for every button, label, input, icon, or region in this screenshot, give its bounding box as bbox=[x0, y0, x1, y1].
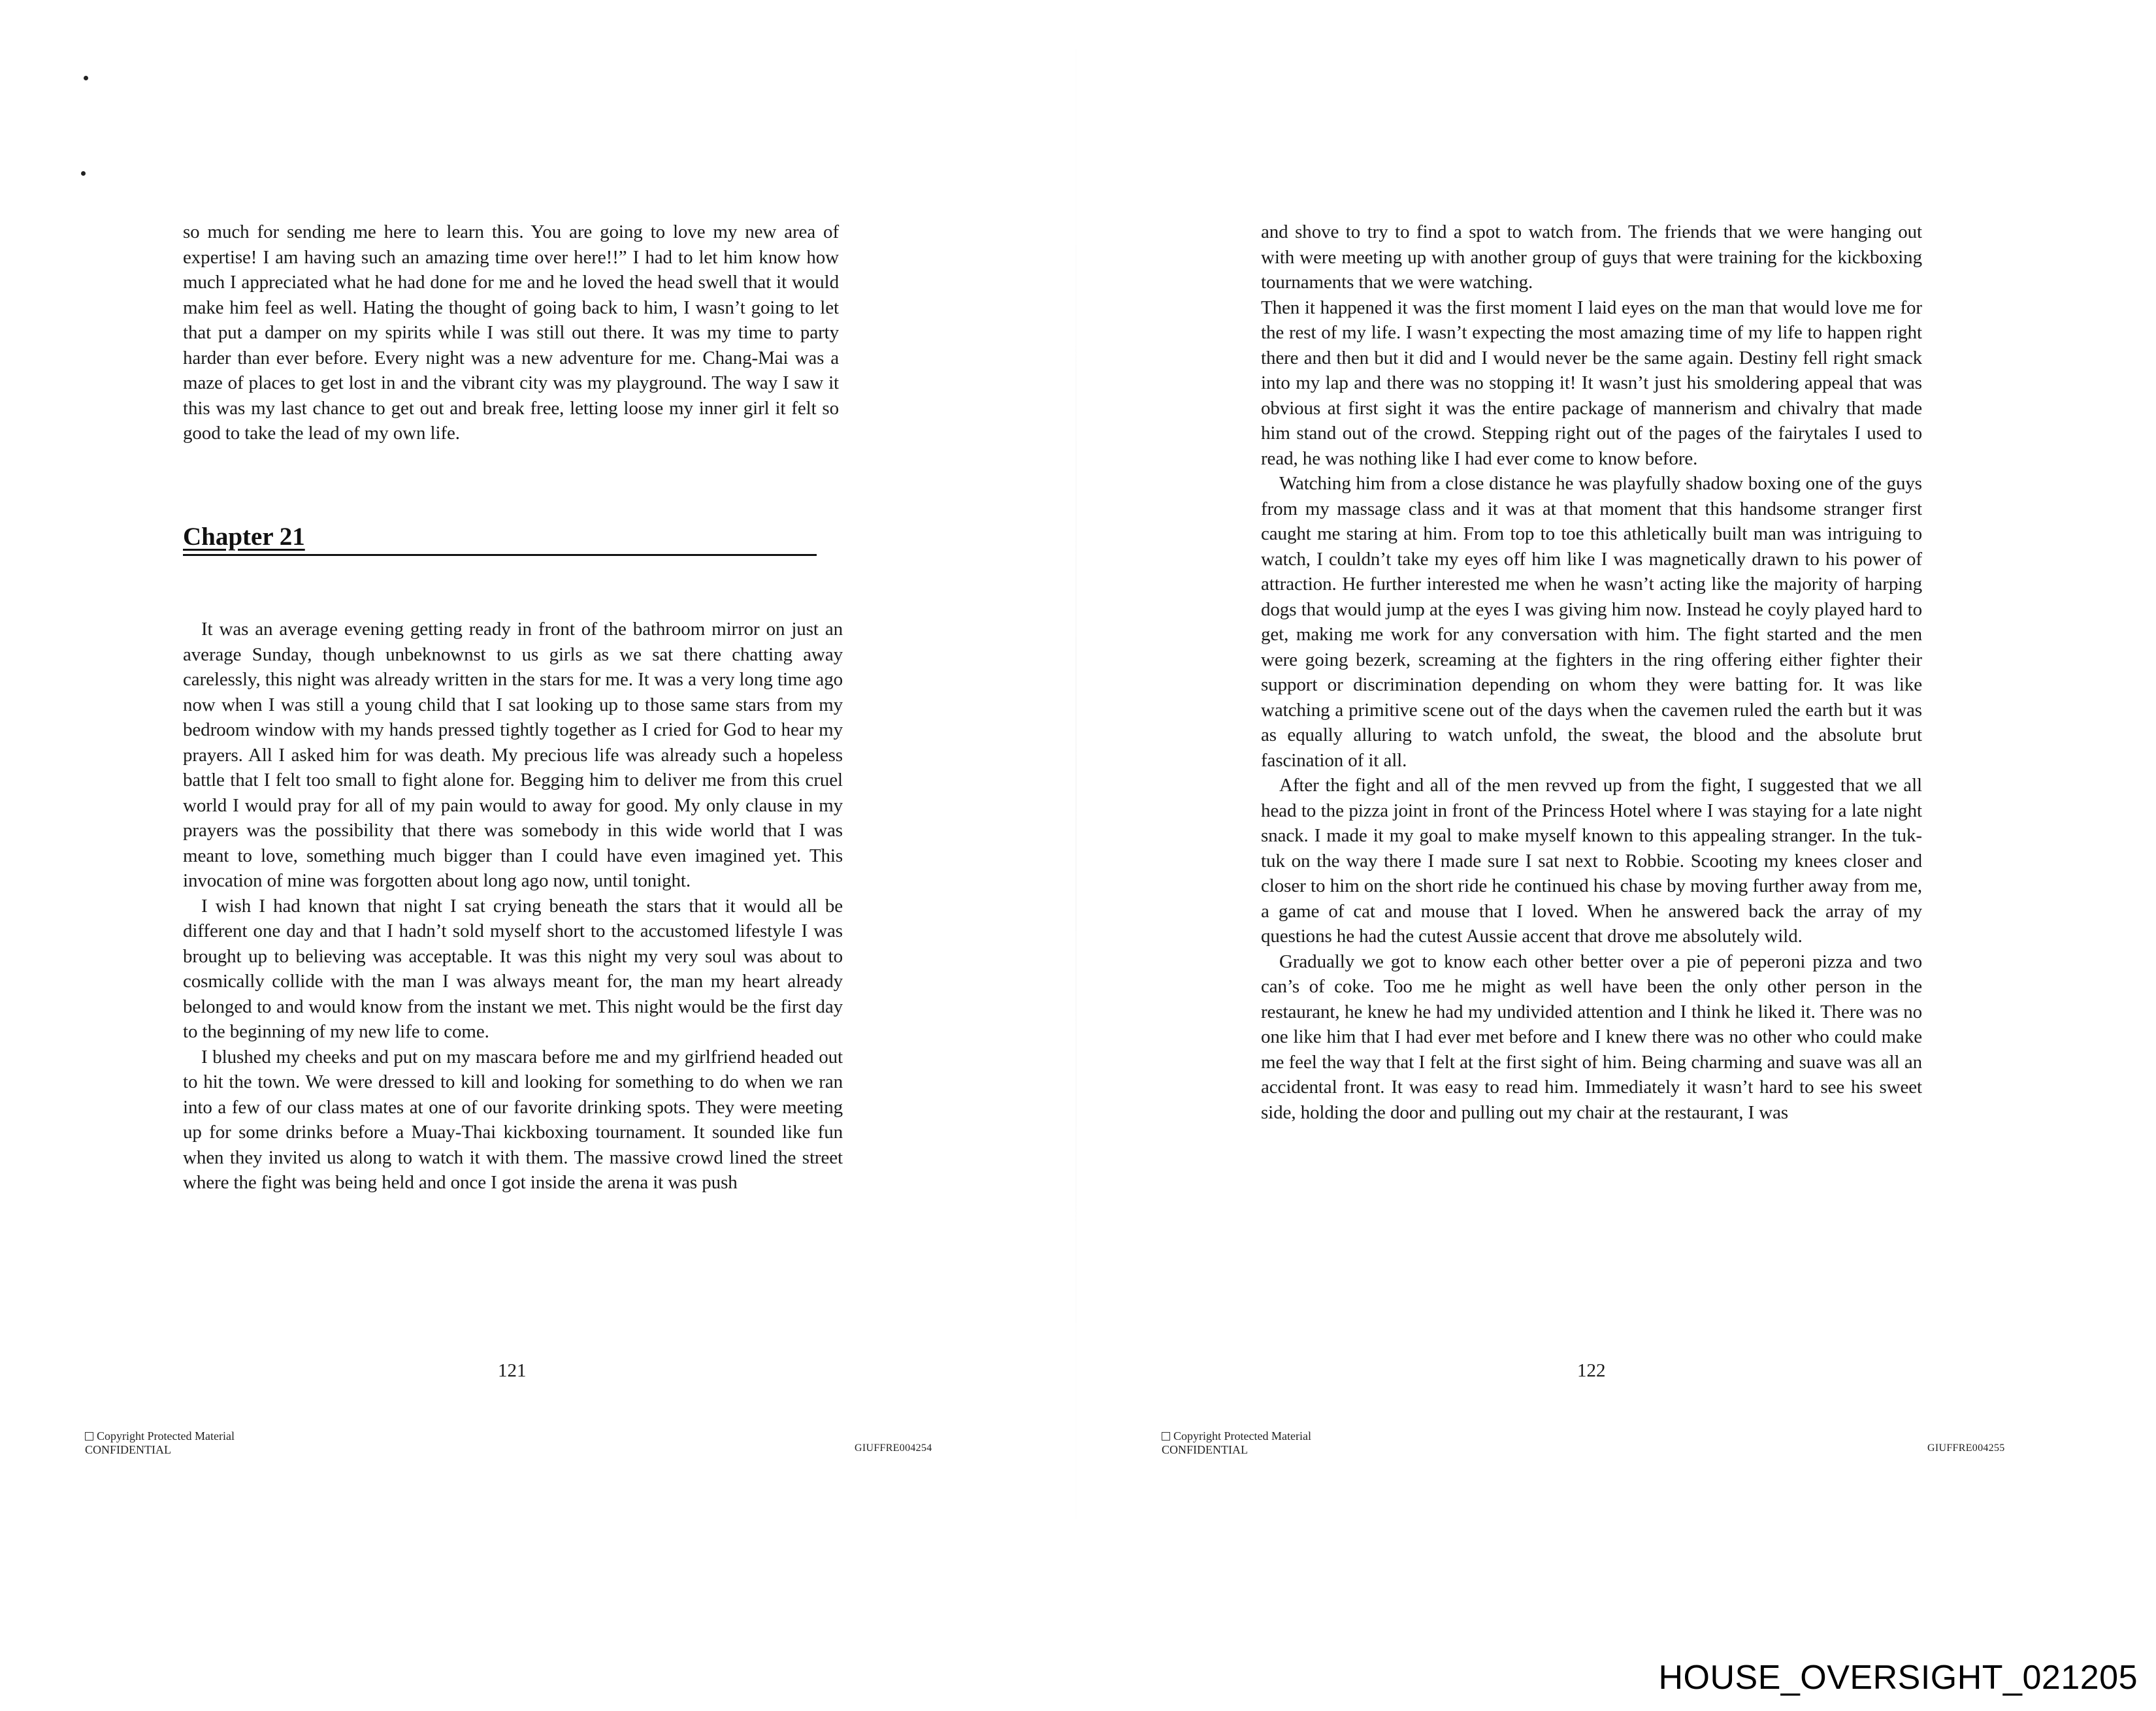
confidential-label: CONFIDENTIAL bbox=[85, 1443, 171, 1456]
right-body-text bbox=[1261, 220, 1922, 1125]
chapter-heading bbox=[183, 520, 817, 556]
paragraph: Then it happened it was the first moment I laid eyes on the man that would love me for the rest of my life. I wasn’t expecting the most amazing time of my life to happen right there and then but it did and I would never be the same again. Destiny fell right smack into my lap and there was no stopping it! It wasn’t just his smoldering appeal that was obvious at first sight it was the entire package of mannerism and chivalry that made him stand out of the crowd. Stepping right out of the pages of the fairytales I used to read, he was nothing like I had ever come to know before. bbox=[1261, 297, 1922, 469]
paragraph: I blushed my cheeks and put on my mascara before me and my girlfriend headed out to hit the town. We were dressed to kill and looking for something to do when we ran into a few of our class mates at one of our favorite drinking spots. They were meeting up for some drinks before a Muay-Thai kickboxing tournament. It sounded like fun when they invited us along to watch it with them. The massive crowd lined the street where the fight was being held and once I got inside the arena it was push bbox=[183, 1046, 843, 1193]
right-page bbox=[1078, 0, 2156, 1711]
checkbox-icon bbox=[85, 1432, 93, 1441]
bates-number: GIUFFRE004254 bbox=[855, 1442, 932, 1454]
paragraph: Gradually we got to know each other better over a pie of peperoni pizza and two can’s of coke. Too me he might as well have been the only other person in the restaurant, he knew he had my undivided attention and I think he liked it. There was no one like him that I had ever met before and I knew there was no other who could make me feel the way that I felt at the first sight of him. Being charming and suave was all an accidental front. It was easy to read him. Immediately it wasn’t hard to see his sweet side, holding the door and pulling out my chair at the restaurant, I was bbox=[1261, 951, 1922, 1123]
scan-mark bbox=[84, 76, 88, 80]
page-number: 122 bbox=[1577, 1360, 1606, 1381]
confidential-label: CONFIDENTIAL bbox=[1162, 1443, 1248, 1456]
page-number: 121 bbox=[498, 1360, 527, 1381]
bates-number: GIUFFRE004255 bbox=[1927, 1442, 2005, 1454]
checkbox-icon bbox=[1162, 1432, 1170, 1441]
paragraph: and shove to try to find a spot to watch from. The friends that we were hanging out with were meeting up with another group of guys that were training for the kickboxing tournaments that we were watching. bbox=[1261, 221, 1922, 293]
left-top-paragraph bbox=[183, 220, 839, 446]
copyright-notice: Copyright Protected Material bbox=[1173, 1429, 1311, 1442]
scan-mark bbox=[81, 171, 86, 176]
left-body-text bbox=[183, 617, 843, 1196]
paragraph: so much for sending me here to learn this. You are going to love my new area of expertise! I am having such an amazing time over here!!” I had to let him know how much I appreciated what he had done for me and he loved the head swell that it would make him feel as well. Hating the thought of going back to him, I wasn’t going to let that put a damper on my spirits while I was still out there. It was my time to party harder than ever before. Every night was a new adventure for me. Chang-Mai was a maze of places to get lost in and the vibrant city was my playground. The way I saw it this was my last chance to get out and break free, letting loose my inner girl it felt so good to take the lead of my own life. bbox=[183, 221, 839, 444]
copyright-footer bbox=[1162, 1429, 1311, 1457]
paragraph: I wish I had known that night I sat crying beneath the stars that it would all be different one day and that I hadn’t sold myself short to the accustomed lifestyle I was brought up to believing was acceptable. It was this night my very soul was about to cosmically collide with the man I was always meant for, the man my heart already belonged to and would know from the instant we met. This night would be the first day to the beginning of my new life to come. bbox=[183, 895, 843, 1042]
oversight-stamp: HOUSE_OVERSIGHT_021205 bbox=[1658, 1659, 2138, 1697]
paragraph: After the fight and all of the men revved up from the fight, I suggested that we all head to the pizza joint in front of the Princess Hotel where I was staying for a late night snack. I made it my goal to make myself known to this appealing stranger. In the tuk-tuk on the way there I made sure I sat next to Robbie. Scooting my knees closer and closer to him on the short ride he continued his chase by moving further away from me, a game of cat and mouse that I loved. When he answered back the array of my questions he had the cutest Aussie accent that drove me absolutely wild. bbox=[1261, 775, 1922, 947]
paragraph: Watching him from a close distance he was playfully shadow boxing one of the guys from my massage class and it was at that moment that this handsome stranger first caught me staring at him. From top to toe this athletically built man was intriguing to watch, I couldn’t take my eyes off him like I was magnetically drawn to his power of attraction. He further interested me when he wasn’t acting like the majority of harping dogs that would jump at the eyes I was giving him now. Instead he coyly played hard to get, making me work for any conversation with him. The fight started and the men were going bezerk, screaming at the fighters in the ring offering either fighter their support or discrimination depending on whom they were batting for. It was like watching a primitive scene out of the days when the cavemen ruled the earth but it was as equally alluring to watch unfold, the sweat, the blood and the absolute brut fascination of it all. bbox=[1261, 473, 1922, 771]
paragraph: It was an average evening getting ready in front of the bathroom mirror on just an average Sunday, though unbeknownst to us girls as we sat there chatting away carelessly, this night was already written in the stars for me. It was a very long time ago now when I was still a young child that I sat looking up to those same stars from my bedroom window with my hands pressed tightly together as I cried for God to hear my prayers. All I asked him for was death. My precious life was already such a hopeless battle that I felt too small to fight alone for. Begging him to deliver me from this cruel world I would pray for all of my pain would to away for good. My only clause in my prayers was the possibility that there was somebody in this wide world that I was meant to love, something much bigger than I could have even imagined yet. This invocation of mine was forgotten about long ago now, until tonight. bbox=[183, 619, 843, 891]
copyright-notice: Copyright Protected Material bbox=[97, 1429, 235, 1442]
copyright-footer bbox=[85, 1429, 235, 1457]
chapter-title: Chapter 21 bbox=[183, 523, 305, 551]
